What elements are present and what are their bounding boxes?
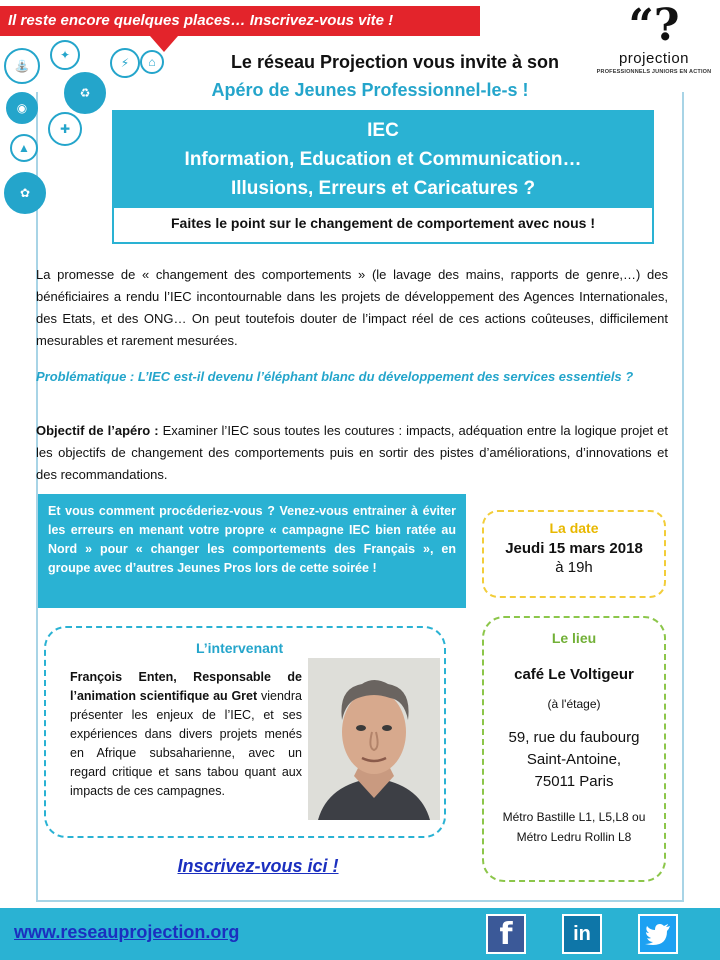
speaker-photo (308, 658, 440, 820)
address-line-3: 75011 Paris (534, 773, 614, 790)
invite-heading: Le réseau Projection vous invite à son (230, 52, 560, 72)
speaker-description (70, 668, 302, 801)
objective-label: Objectif de l’apéro : (36, 423, 159, 438)
title-line-3: Illusions, Erreurs et Caricatures ? (230, 178, 536, 199)
mobility-icon: ⌂ (140, 50, 164, 74)
health-icon: ✚ (48, 112, 82, 146)
objective-text: Examiner l’IEC sous toutes les coutures : impacts, adéquation entre la logique projet et les objectifs de changement des comportements puis en sortir des pistes d’améliorations, d’innovations et des recommandations. (36, 423, 668, 482)
energy-icon: ⚡ (110, 48, 140, 78)
address-line-2: Saint-Antoine, (526, 751, 622, 768)
logo-tagline: PROFESSIONNELS JUNIORS EN ACTION (596, 69, 712, 75)
website-link[interactable]: www.reseauprojection.org (14, 922, 240, 942)
venue-box (482, 616, 666, 882)
metro-line-1: Métro Bastille L1, L5,L8 ou (502, 810, 646, 824)
speaker-text: viendra présenter les enjeux de l’IEC, et ses expériences dans divers projets menés en Afrique subsaharienne, avec un regard critique et sans tabou quant aux impacts de ces campagnes. (70, 689, 302, 798)
sanitation-icon: ✦ (50, 40, 80, 70)
training-text: Et vous comment procéderiez-vous ? Venez-vous entrainer à éviter les erreurs en menant votre propre « campagne IEC bien ratée au Nord » pour « changer les comportements des Français », en groupe avec d’autres Jeunes Pros lors de cette soirée ! (48, 504, 456, 575)
linkedin-icon[interactable]: in (562, 914, 602, 954)
title-line-1: IEC (367, 120, 399, 141)
twitter-icon[interactable] (638, 914, 678, 954)
speaker-name-role: François Enten, Responsable de l’animation scientifique au Gret (70, 670, 302, 703)
projection-logo (596, 2, 712, 102)
event-date: Jeudi 15 mars 2018 (505, 540, 643, 557)
metro-line-2: Métro Ledru Rollin L8 (516, 830, 632, 844)
twitter-bird-icon (645, 923, 671, 945)
training-box (38, 494, 466, 608)
problem-statement: Problématique : L’IEC est-il devenu l’éléphant blanc du développement des services essentiels ? (36, 369, 634, 384)
metro-info (484, 807, 664, 847)
objective-paragraph (36, 420, 668, 486)
sanitation-management-icon: ✿ (4, 172, 46, 214)
banner-text: Il reste encore quelques places… Inscrivez-vous vite ! (8, 12, 394, 29)
venue-floor: (à l'étage) (547, 697, 601, 711)
speaker-box (44, 626, 446, 838)
register-link[interactable]: Inscrivez-vous ici ! (177, 856, 339, 876)
speaker-portrait-icon (308, 658, 440, 820)
footer-bar (0, 908, 720, 960)
logo-mark-icon: “? (628, 0, 680, 51)
urgency-banner (0, 6, 480, 36)
facebook-icon[interactable]: f (486, 914, 526, 954)
subtitle-box (112, 208, 654, 244)
date-box (482, 510, 666, 598)
title-line-2: Information, Education et Communication… (184, 149, 582, 170)
address-line-1: 59, rue du faubourg (508, 729, 640, 746)
date-title: La date (549, 520, 599, 536)
venue-name: café Le Voltigeur (514, 666, 634, 683)
drop-icon: ◉ (6, 92, 38, 124)
water-tap-icon: ⛲ (4, 48, 40, 84)
event-time: à 19h (555, 559, 593, 576)
waste-management-icon: ▲ (10, 134, 38, 162)
title-box (112, 110, 654, 208)
logo-name: projection (618, 50, 690, 67)
speaker-title: L’intervenant (196, 640, 284, 656)
event-heading: Apéro de Jeunes Professionnel-le-s ! (211, 80, 529, 100)
subtitle-text: Faites le point sur le changement de comportement avec nous ! (171, 215, 595, 231)
venue-title: Le lieu (551, 630, 597, 646)
intro-paragraph: La promesse de « changement des comportements » (le lavage des mains, rapports de genre,…) des bénéficiaires a rendu l’IEC incontournable dans les projets de développement des Agences Internationales, des Etats, et des ONG… On peut toutefois douter de l’impact réel de ces actions coûteuses, difficilement mesurables et rarement mesurées. (36, 267, 668, 348)
venue-address (484, 727, 664, 793)
waste-icon: ♻ (64, 72, 106, 114)
